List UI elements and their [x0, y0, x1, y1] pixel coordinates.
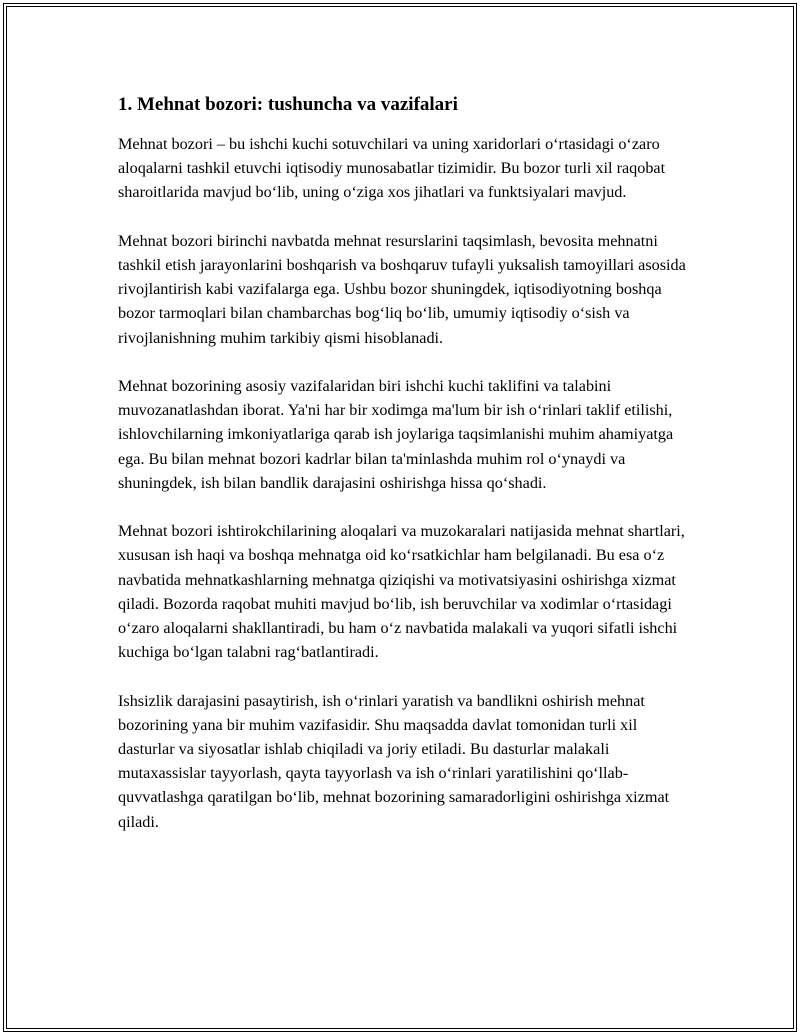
paragraph-4: Mehnat bozori ishtirokchilarining aloqalari va muzokaralari natijasida mehnat shartlari, xususan ish haqi va boshqa mehnatga oid ko‘rsatkichlar ham belgilanadi. Bu esa o‘z navbatida mehnatkashlarning mehnatga qiziqishi va motivatsiyasini oshirishga xizmat qiladi. Bozorda raqobat muhiti mavjud bo‘lib, ish beruvchilar va xodimlar o‘rtasidagi o‘zaro aloqalarni shakllantiradi, bu ham o‘z navbatida malakali va yuqori sifatli ishchi kuchiga bo‘lgan talabni rag‘batlantiradi. — [118, 522, 685, 662]
paragraph-3: Mehnat bozorining asosiy vazifalaridan biri ishchi kuchi taklifini va talabini muvozanatlashdan iborat. Ya'ni har bir xodimga ma'lum bir ish o‘rinlari taklif etilishi, ishlovchilarning imkoniyatlariga qarab ish joylariga taqsimlanishi muhim ahamiyatga ega. Bu bilan mehnat bozori kadrlar bilan ta'minlashda muhim rol o‘ynaydi va shuningdek, ish bilan bandlik darajasini oshirishga hissa qo‘shadi. — [118, 377, 674, 492]
section-heading: 1. Mehnat bozori: tushuncha va vazifalari — [118, 94, 458, 115]
paragraph-1: Mehnat bozori – bu ishchi kuchi sotuvchilari va uning xaridorlari o‘rtasidagi o‘zaro aloqalarni tashkil etuvchi iqtisodiy munosabatlar tizimidir. Bu bozor turli xil raqobat sharoitlarida mavjud bo‘lib, uning o‘ziga xos jihatlari va funktsiyalari mavjud. — [118, 135, 666, 202]
document-body — [118, 92, 696, 858]
paragraph-2: Mehnat bozori birinchi navbatda mehnat resurslarini taqsimlash, bevosita mehnatni tashkil etish jarayonlarini boshqarish va boshqaruv tufayli yuksalish tamoyillari asosida rivojlantirish kabi vazifalarga ega. Ushbu bozor shuningdek, iqtisodiyotning boshqa bozor tarmoqlari bilan chambarchas bog‘liq bo‘lib, umumiy iqtisodiy o‘sish va rivojlanishning muhim tarkibiy qismi hisoblanadi. — [118, 231, 686, 347]
paragraph-5: Ishsizlik darajasini pasaytirish, ish o‘rinlari yaratish va bandlikni oshirish mehnat bozorining yana bir muhim vazifasidir. Shu maqsadda davlat tomonidan turli xil dasturlar va siyosatlar ishlab chiqiladi va joriy etiladi. Bu dasturlar malakali mutaxassislar tayyorlash, qayta tayyorlash va ish o‘rinlari yaratilishini qo‘llab-quvvatlashga qaratilgan bo‘lib, mehnat bozorining samaradorligini oshirishga xizmat qiladi. — [118, 691, 670, 831]
